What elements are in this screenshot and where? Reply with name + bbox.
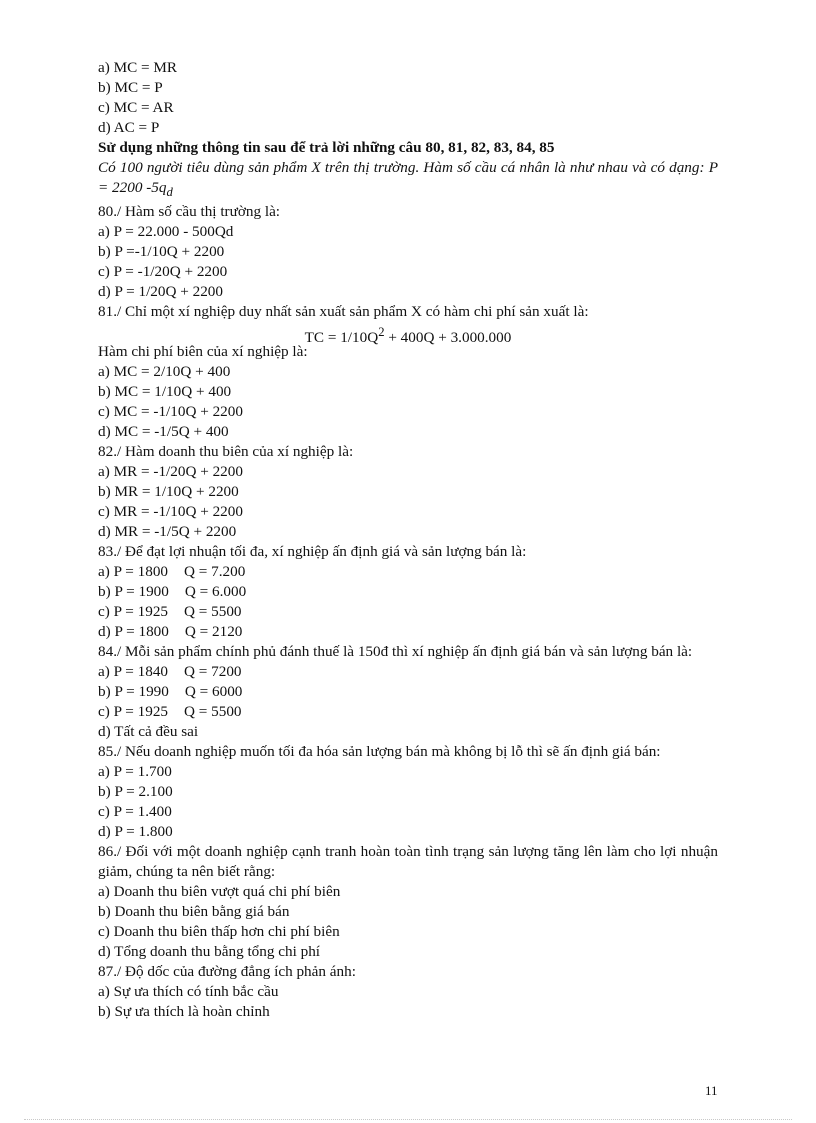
formula-part: + 400Q + 3.000.000 [384,329,512,347]
option-text: d) P = 1/20Q + 2200 [98,283,223,301]
page-number: 11 [705,1083,718,1098]
option-text: a) Sự ưa thích có tính bắc cầu [98,983,279,1001]
option-text: b) MC = 1/10Q + 400 [98,383,232,401]
option-text: a) MR = -1/20Q + 2200 [98,463,243,481]
option-text: c) MR = -1/10Q + 2200 [98,503,243,521]
option-text: a) Doanh thu biên vượt quá chi phí biên [98,883,341,901]
option-text: c) Doanh thu biên thấp hơn chi phí biên [98,923,340,941]
option-text: b) P =-1/10Q + 2200 [98,243,225,261]
option-text [98,602,718,622]
formula-part: TC = 1/10Q [304,329,379,347]
option-price: b) P = 1990 [98,683,169,701]
option-quantity: Q = 6000 [184,683,243,701]
scenario-text [98,158,718,202]
question-text: 81./ Chỉ một xí nghiệp duy nhất sản xuất sản phẩm X có hàm chi phí sản xuất là: [98,303,589,321]
option-text: b) MR = 1/10Q + 2200 [98,483,239,501]
option-text: b) Sự ưa thích là hoàn chỉnh [98,1003,270,1021]
option-text [98,662,718,682]
option-quantity: Q = 7200 [184,663,242,681]
option-price: c) P = 1925 [98,603,169,621]
option-text: d) Tất cả đều sai [98,723,199,741]
option-text: d) AC = P [98,119,160,136]
option-text: c) MC = AR [98,99,174,116]
option-quantity: Q = 7.200 [184,563,246,581]
option-text: a) MC = MR [98,59,178,76]
option-text [98,622,718,642]
question-text: 87./ Độ dốc của đường đẳng ích phản ánh: [98,963,356,981]
option-text: b) P = 2.100 [98,783,173,801]
document-page [98,58,718,1022]
option-text: a) P = 1.700 [98,763,172,781]
option-text: b) Doanh thu biên bằng giá bán [98,903,290,921]
option-quantity: Q = 5500 [184,603,242,621]
scenario-body: Có 100 người tiêu dùng sản phẩm X trên thị trường. Hàm số cầu cá nhân là như nhau và có dạng: P = 2200 -5q [98,159,718,196]
option-text: d) MC = -1/5Q + 400 [98,423,229,441]
option-text: c) MC = -1/10Q + 2200 [98,403,243,421]
option-price: a) P = 1800 [98,563,169,581]
option-text: b) MC = P [98,79,163,96]
question-text: 80./ Hàm số cầu thị trường là: [98,203,281,221]
option-text: d) Tổng doanh thu bằng tổng chi phí [98,943,321,961]
option-price: b) P = 1900 [98,583,169,601]
page-divider [24,1119,792,1120]
option-quantity: Q = 6.000 [184,583,247,601]
option-price: a) P = 1840 [98,663,169,681]
option-text: c) P = 1.400 [98,803,172,821]
option-quantity: Q = 5500 [184,703,242,721]
question-text: 86./ Đối với một doanh nghiệp cạnh tranh hoàn toàn tình trạng sản lượng tăng lên làm cho lợi nhuận giảm, chúng ta nên biết rằng: [98,843,718,881]
option-text [98,702,718,722]
option-quantity: Q = 2120 [184,623,243,641]
option-text: c) P = -1/20Q + 2200 [98,263,228,281]
section-heading: Sử dụng những thông tin sau để trả lời những câu 80, 81, 82, 83, 84, 85 [98,139,555,156]
option-text: a) MC = 2/10Q + 400 [98,363,231,381]
question-text: 85./ Nếu doanh nghiệp muốn tối đa hóa sản lượng bán mà không bị lỗ thì sẽ ấn định giá bán: [98,743,661,761]
option-price: d) P = 1800 [98,623,169,641]
superscript: 2 [378,325,385,340]
option-text [98,582,718,602]
option-text: d) MR = -1/5Q + 2200 [98,523,237,541]
question-text: Hàm chi phí biên của xí nghiệp là: [98,343,308,361]
question-text: 84./ Mỗi sản phẩm chính phủ đánh thuế là 150đ thì xí nghiệp ấn định giá bán và sản lượng bán là: [98,643,693,661]
question-text: 82./ Hàm doanh thu biên của xí nghiệp là: [98,443,354,461]
subscript: d [166,185,173,200]
option-text [98,562,718,582]
option-text: d) P = 1.800 [98,823,173,841]
option-text: a) P = 22.000 - 500Qd [98,223,234,241]
question-text: 83./ Để đạt lợi nhuận tối đa, xí nghiệp ấn định giá và sản lượng bán là: [98,543,527,561]
option-text [98,682,718,702]
formula [98,322,718,347]
option-price: c) P = 1925 [98,703,169,721]
